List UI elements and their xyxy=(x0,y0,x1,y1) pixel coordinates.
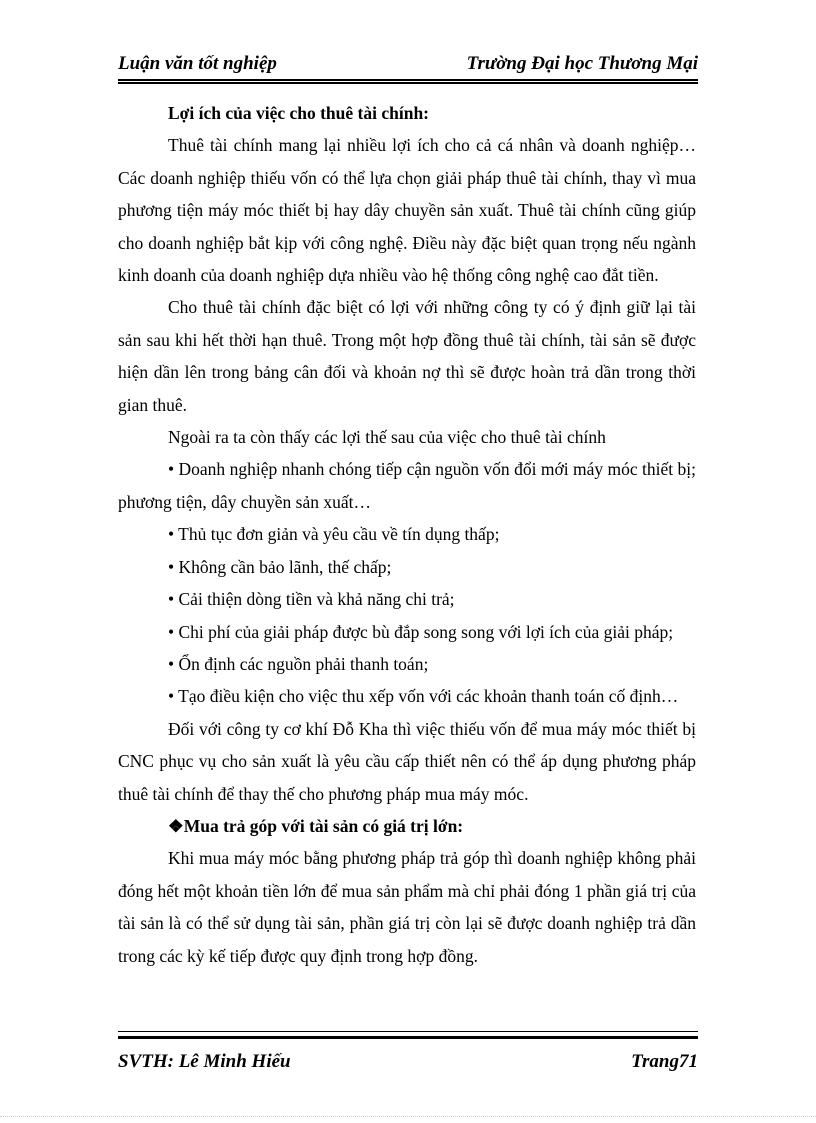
bullet-item: • Thủ tục đơn giản và yêu cầu về tín dụng thấp; xyxy=(168,524,500,545)
paragraph-2: Cho thuê tài chính đặc biệt có lợi với những công ty có ý định giữ lại tài sản sau khi hết thời hạn thuê. Trong một hợp đồng thuê tài chính, tài sản sẽ được hiện dần lên trong bảng cân đối và khoản nợ thì sẽ được hoàn trả dần trong thời gian thuê. xyxy=(118,297,696,415)
bullet-item: • Tạo điều kiện cho việc thu xếp vốn với các khoản thanh toán cố định… xyxy=(168,686,679,707)
bullet-item: • Cải thiện dòng tiền và khả năng chi trả; xyxy=(168,589,455,610)
bullet-item: • Doanh nghiệp nhanh chóng tiếp cận nguồn vốn đổi mới máy móc thiết bị; phương tiện, dây chuyền sản xuất… xyxy=(118,459,696,512)
page-body xyxy=(118,97,696,972)
header-thesis-title: Luận văn tốt nghiệp xyxy=(118,53,277,74)
footer-student-name: SVTH: Lê Minh Hiếu xyxy=(118,1051,291,1072)
paragraph-3: Ngoài ra ta còn thấy các lợi thế sau của việc cho thuê tài chính xyxy=(168,427,606,448)
paragraph-4: Đối với công ty cơ khí Đỗ Kha thì việc thiếu vốn để mua máy móc thiết bị CNC phục vụ cho sản xuất là yêu cầu cấp thiết nên có thể áp dụng phương pháp thuê tài chính để thay thế cho phương pháp mua máy móc. xyxy=(118,718,696,804)
page-footer xyxy=(118,1049,698,1075)
footer-page-number: Trang71 xyxy=(631,1051,698,1072)
bullet-item: • Ổn định các nguồn phải thanh toán; xyxy=(168,653,429,674)
header-university-name: Trường Đại học Thương Mại xyxy=(466,53,698,74)
section-heading-financial-leasing: Lợi ích của việc cho thuê tài chính: xyxy=(168,103,430,123)
bullet-item: • Chi phí của giải pháp được bù đắp song song với lợi ích của giải pháp; xyxy=(168,621,674,642)
page-edge xyxy=(0,1116,816,1117)
section-heading-installment: ❖Mua trả góp với tài sản có giá trị lớn: xyxy=(168,815,464,836)
bullet-item: • Không cần bảo lãnh, thế chấp; xyxy=(168,556,392,577)
paragraph-5: Khi mua máy móc bằng phương pháp trả góp thì doanh nghiệp không phải đóng hết một khoản tiền lớn để mua sản phẩm mà chỉ phải đóng 1 phần giá trị của tài sản là có thể sử dụng tài sản, phần giá trị còn lại sẽ được doanh nghiệp trả dần trong các kỳ kế tiếp được quy định trong hợp đồng. xyxy=(118,848,696,966)
footer-divider-thin xyxy=(118,1031,698,1032)
paragraph-1: Thuê tài chính mang lại nhiều lợi ích cho cả cá nhân và doanh nghiệp…Các doanh nghiệp thiếu vốn có thể lựa chọn giải pháp thuê tài chính, thay vì mua phương tiện máy móc thiết bị hay dây chuyền sản xuất. Thuê tài chính cũng giúp cho doanh nghiệp bắt kịp với công nghệ. Điều này đặc biệt quan trọng nếu ngành kinh doanh của doanh nghiệp dựa nhiều vào hệ thống công nghệ cao đắt tiền. xyxy=(118,135,696,286)
header-divider xyxy=(118,79,698,84)
page-header xyxy=(118,52,698,76)
footer-divider-thick xyxy=(118,1036,698,1039)
